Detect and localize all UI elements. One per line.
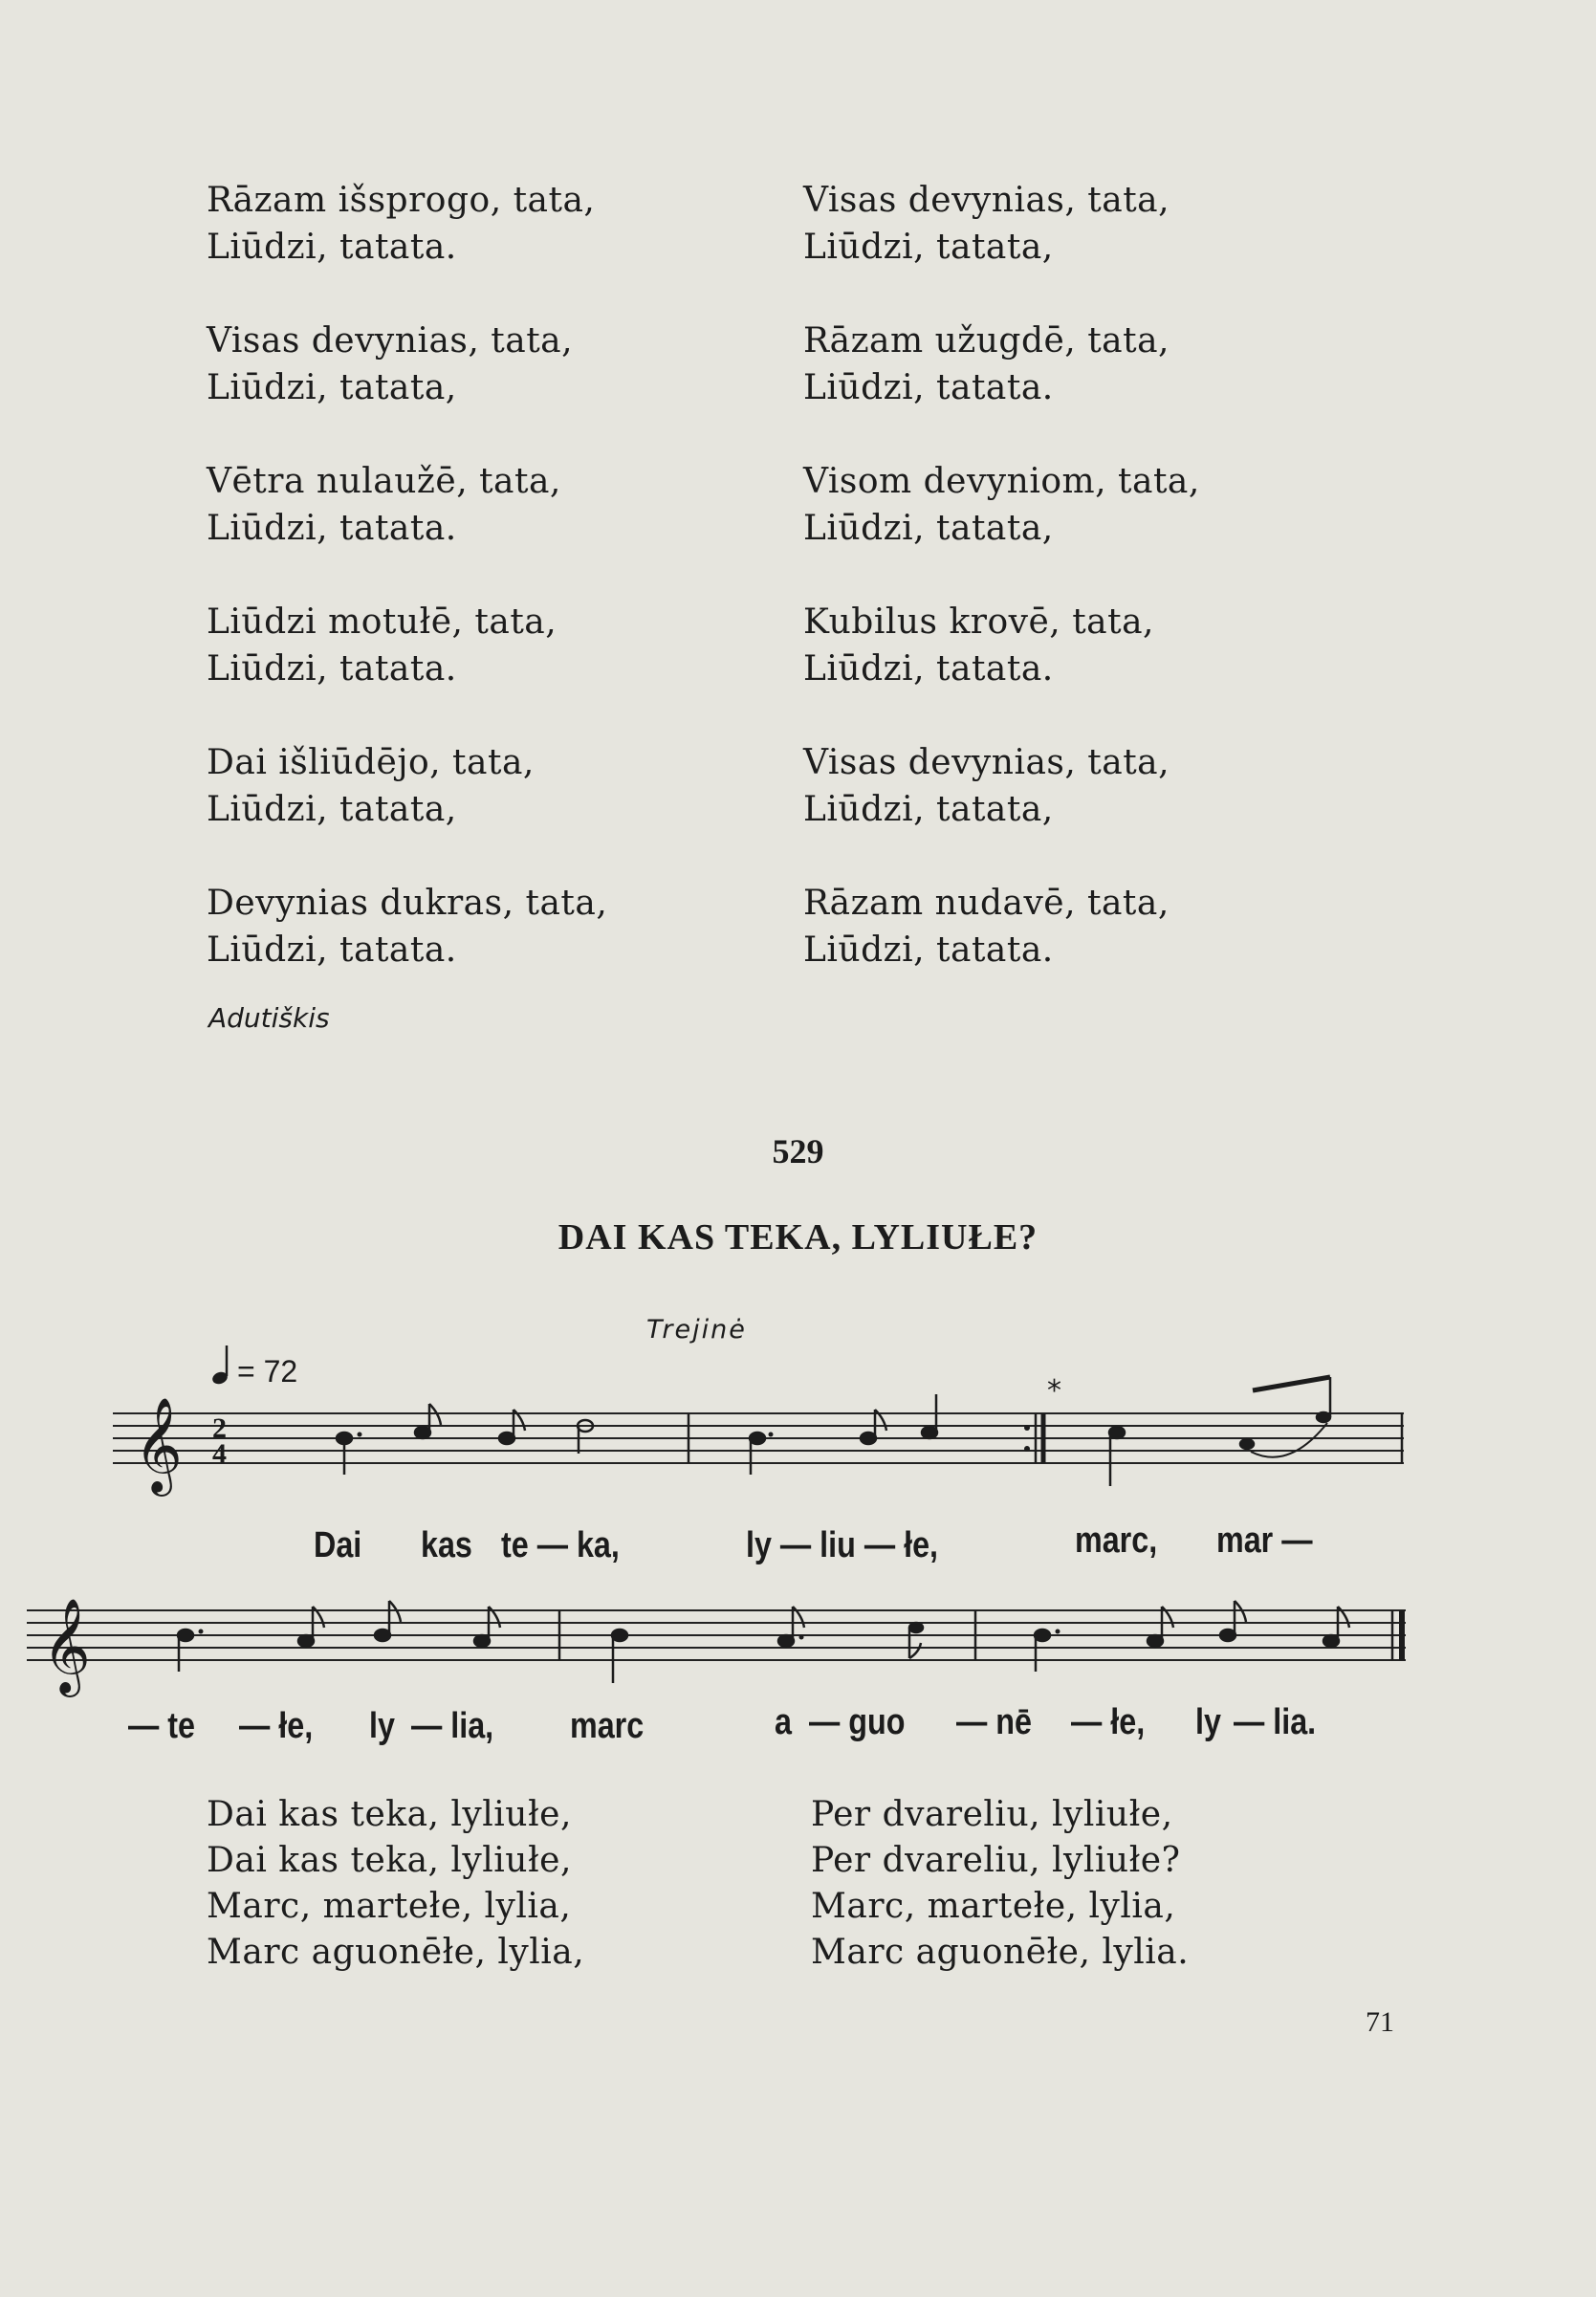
stanza <box>207 177 780 271</box>
treble-clef-icon: 𝄞 <box>42 1598 91 1694</box>
stanza <box>803 739 1377 833</box>
treble-clef-icon: 𝄞 <box>134 1397 183 1493</box>
time-signature-bottom: 4 <box>212 1438 227 1470</box>
music-lyric: ly <box>369 1706 395 1746</box>
verse-line: Visas devynias, tata, <box>803 743 1170 782</box>
music-lyric: marc, <box>1075 1520 1158 1561</box>
note <box>612 1630 627 1683</box>
verse-line: Liūdzi, tatata. <box>803 930 1054 970</box>
music-lyric: — łe, <box>239 1706 314 1746</box>
music-lyric: ly <box>1195 1702 1221 1742</box>
music-lyric: — lia. <box>1234 1702 1317 1742</box>
verse-line: Marc, martełe, lylia, <box>207 1887 572 1926</box>
verse-line: Rāzam išsprogo, tata, <box>207 181 596 220</box>
verse-column-left <box>207 177 780 1020</box>
quarter-note-icon <box>210 1344 237 1386</box>
verse-column-left-bottom <box>207 1792 780 1976</box>
stanza <box>207 880 780 973</box>
song-number: 529 <box>772 1132 824 1170</box>
verse-line: Marc, martełe, lylia, <box>811 1887 1176 1926</box>
music-lyric: — te <box>128 1706 196 1746</box>
verse-line: Liūdzi, tatata. <box>207 649 457 689</box>
stanza <box>207 317 780 411</box>
verse-line: Marc aguonēłe, lylia, <box>207 1933 585 1972</box>
note <box>298 1607 324 1647</box>
verse-line: Visas devynias, tata, <box>207 321 574 361</box>
note <box>909 1623 923 1658</box>
verse-line: Vētra nulaužē, tata, <box>207 462 561 501</box>
verse-line: Visom devyniom, tata, <box>803 462 1200 501</box>
place-name: Adutiškis <box>208 1002 330 1034</box>
note <box>1109 1427 1125 1486</box>
music-lyric: te — ka, <box>501 1525 620 1565</box>
verse-line: Liūdzi, tatata. <box>207 228 457 267</box>
stanza <box>803 880 1377 973</box>
verse-line: Visas devynias, tata, <box>803 181 1170 220</box>
asterisk-icon: * <box>1047 1374 1061 1408</box>
verse-line: Liūdzi, tatata. <box>207 509 457 548</box>
note <box>1148 1607 1173 1647</box>
song-title: DAI KAS TEKA, LYLIUŁE? <box>558 1217 1038 1258</box>
verse-column-right-bottom <box>811 1792 1385 1976</box>
verse-line: Dai kas teka, lyliułe, <box>207 1795 572 1834</box>
stanza <box>207 739 780 833</box>
verse-line: Liūdzi, tatata. <box>803 368 1054 407</box>
music-lyric: mar — <box>1216 1520 1313 1561</box>
music-lyric: marc <box>570 1706 645 1746</box>
repeat-dot <box>1024 1446 1030 1452</box>
music-lyric: — guo <box>809 1702 906 1742</box>
music-lyric: — nē <box>956 1702 1032 1742</box>
note <box>1323 1607 1349 1647</box>
verse-column-right <box>803 177 1377 1020</box>
verse-line: Liūdzi, tatata. <box>803 649 1054 689</box>
verse-line: Liūdzi, tatata, <box>803 228 1054 267</box>
note <box>474 1607 500 1647</box>
note <box>415 1404 441 1438</box>
stanza <box>803 177 1377 271</box>
music-lyric: Dai <box>314 1525 362 1565</box>
verse-line: Dai išliūdējo, tata, <box>207 743 535 782</box>
note <box>1240 1377 1330 1457</box>
stanza <box>803 599 1377 692</box>
music-lyric: a <box>775 1702 792 1742</box>
page-number: 71 <box>1366 2006 1394 2038</box>
time-signature-top: 2 <box>212 1412 227 1444</box>
verse-line: Liūdzi, tatata, <box>803 509 1054 548</box>
tempo-marking <box>210 1344 297 1389</box>
note <box>922 1394 937 1438</box>
verse-line: Rāzam užugdē, tata, <box>803 321 1170 361</box>
verse-line: Per dvareliu, lyliułe? <box>811 1841 1181 1880</box>
verse-line: Liūdzi motułē, tata, <box>207 602 558 642</box>
verse-line: Liūdzi, tatata, <box>207 368 457 407</box>
stanza <box>207 599 780 692</box>
stanza <box>803 458 1377 552</box>
verse-line: Liūdzi, tatata. <box>207 930 457 970</box>
music-staff-2 <box>0 1578 1596 1702</box>
music-lyric: — łe, <box>1071 1702 1146 1742</box>
tempo-word: Trejinė <box>646 1315 747 1345</box>
stanza <box>803 317 1377 411</box>
music-lyric: ly — liu — łe, <box>746 1525 939 1565</box>
verse-line: Kubilus krovē, tata, <box>803 602 1154 642</box>
music-lyric: kas <box>421 1525 472 1565</box>
verse-line: Marc aguonēłe, lylia. <box>811 1933 1190 1972</box>
stanza <box>207 458 780 552</box>
verse-line: Liūdzi, tatata, <box>803 790 1054 829</box>
verse-line: Liūdzi, tatata, <box>207 790 457 829</box>
note <box>778 1607 804 1647</box>
verse-line: Per dvareliu, lyliułe, <box>811 1795 1173 1834</box>
verse-line: Devynias dukras, tata, <box>207 884 608 923</box>
tempo-value: = 72 <box>237 1354 298 1389</box>
verse-line: Dai kas teka, lyliułe, <box>207 1841 572 1880</box>
music-lyric: — lia, <box>411 1706 494 1746</box>
repeat-dot <box>1024 1425 1030 1431</box>
music-staff-1 <box>0 1374 1596 1511</box>
verse-line: Rāzam nudavē, tata, <box>803 884 1170 923</box>
